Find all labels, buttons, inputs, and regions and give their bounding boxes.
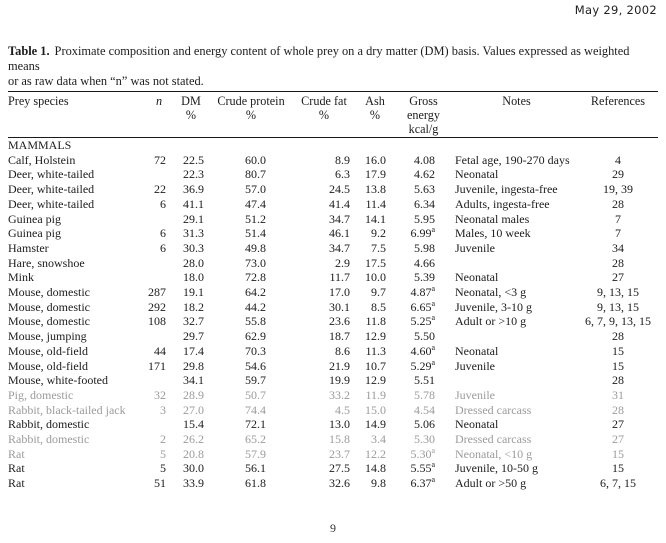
cell-gross-energy: 5.25$^a$ [410,314,435,329]
cell-dm: 29.7 [183,329,204,344]
cell-references: 28 [612,255,624,270]
cell-gross-energy: 5.98 [414,240,435,255]
cell-ash: 8.5 [371,299,386,314]
footnote-marker: a [431,299,435,308]
cell-crude-protein: 50.7 [245,387,266,402]
cell-prey-species: Rabbit, black-tailed jack [8,402,126,417]
cell-gross-energy: 5.95 [414,211,435,226]
cell-n: 22 [154,182,166,197]
cell-dm: 36.9 [183,182,204,197]
cell-ash: 11.3 [365,343,386,358]
cell-dm: 19.1 [183,285,204,300]
cell-gross-energy: 5.30 [414,432,435,447]
cell-notes: Fetal age, 190-270 days [455,152,570,167]
cell-crude-protein: 65.2 [245,432,266,447]
cell-gross-energy: 5.55$^a$ [410,461,435,476]
cell-prey-species: Calf, Holstein [8,152,76,167]
cell-references: 27 [612,432,624,447]
cell-n [148,329,170,344]
cell-dm: 30.3 [183,240,204,255]
table-row [8,359,658,374]
col-header-crude-protein: Crude protein % [212,92,290,138]
cell-crude-protein: 51.2 [245,211,266,226]
table-row [8,285,658,300]
cell-crude-protein: 60.0 [245,152,266,167]
cell-ash: 10.0 [365,270,386,285]
cell-n: 44 [154,343,166,358]
footnote-marker: a [431,461,435,470]
cell-n: 292 [148,299,166,314]
cell-crude-fat: 2.9 [335,255,350,270]
table-row [8,388,658,403]
cell-n: 6 [160,196,166,211]
cell-n: 287 [148,285,166,300]
col-header-prey-species: Prey species [8,92,148,138]
cell-gross-energy: 5.06 [414,417,435,432]
cell-crude-fat: 34.7 [329,211,350,226]
cell-notes: Dressed carcass [455,402,532,417]
cell-crude-protein: 55.8 [245,314,266,329]
cell-ash: 13.8 [365,182,386,197]
cell-dm: 20.8 [183,446,204,461]
cell-crude-fat: 8.6 [335,343,350,358]
cell-ash: 14.8 [365,461,386,476]
cell-references: 9, 13, 15 [597,285,639,300]
cell-gross-energy: 4.87$^a$ [410,285,435,300]
caption-label: Table 1. [8,44,50,58]
cell-crude-protein: 74.4 [245,402,266,417]
cell-dm: 18.2 [183,299,204,314]
cell-n [148,167,170,182]
cell-prey-species: Rat [8,446,25,461]
cell-crude-fat: 32.6 [329,476,350,491]
cell-n: 5 [160,461,166,476]
cell-prey-species: Guinea pig [8,226,61,241]
cell-crude-protein: 49.8 [245,240,266,255]
cell-crude-protein: 54.6 [245,358,266,373]
cell-crude-fat: 4.5 [335,402,350,417]
cell-ash: 3.4 [371,432,386,447]
cell-references: 31 [612,387,624,402]
cell-notes [455,329,578,344]
footnote-marker: a [431,343,435,352]
cell-n: 72 [154,152,166,167]
cell-crude-fat: 21.9 [329,358,350,373]
cell-references: 6, 7, 9, 13, 15 [585,314,651,329]
cell-crude-fat: 34.7 [329,240,350,255]
table-row [8,226,658,241]
table-row [8,403,658,418]
cell-gross-energy: 5.78 [414,387,435,402]
cell-prey-species: Guinea pig [8,211,61,226]
table-row [8,373,658,388]
cell-crude-protein: 57.9 [245,446,266,461]
cell-notes: Juvenile, 10-50 g [455,461,538,476]
caption-text-1: Proximate composition and energy content of whole prey on a dry matter (DM) basis. Values expressed as weighted means [8,44,630,73]
cell-crude-fat: 46.1 [329,226,350,241]
table-row [8,300,658,315]
cell-ash: 12.9 [365,373,386,388]
col-header-gross-energy: Gross energy kcal/g [392,92,455,138]
footnote-marker: a [431,314,435,323]
cell-references: 28 [612,373,624,388]
cell-dm: 17.4 [183,343,204,358]
cell-crude-fat: 17.0 [329,285,350,300]
cell-notes: Juvenile, ingesta-free [455,182,558,197]
cell-notes: Neonatal [455,270,499,285]
cell-n: 51 [154,476,166,491]
cell-prey-species: Rabbit, domestic [8,432,90,447]
cell-n: 108 [148,314,166,329]
footnote-marker: a [431,476,435,485]
cell-prey-species: Mouse, white-footed [8,373,108,388]
cell-prey-species: Hamster [8,240,49,255]
cell-prey-species: Mink [8,270,35,285]
cell-gross-energy: 5.39 [414,270,435,285]
cell-dm: 22.5 [183,152,204,167]
footnote-marker: a [431,285,435,294]
cell-gross-energy: 4.62 [414,167,435,182]
cell-gross-energy: 5.30$^a$ [410,446,435,461]
cell-crude-fat: 33.2 [329,387,350,402]
cell-notes [455,256,578,271]
page-number: 9 [330,521,336,535]
cell-ash: 11.4 [365,196,386,211]
cell-ash: 11.8 [365,314,386,329]
cell-notes: Adult or >50 g [455,476,527,491]
cell-ash: 14.9 [365,417,386,432]
cell-crude-protein: 72.8 [245,270,266,285]
cell-ash: 17.9 [365,167,386,182]
col-header-notes: Notes [455,92,578,138]
cell-references: 29 [612,167,624,182]
cell-dm: 28.0 [183,255,204,270]
cell-gross-energy: 6.34 [414,196,435,211]
section-label: MAMMALS [8,138,72,152]
cell-dm: 26.2 [183,432,204,447]
cell-crude-protein: 57.0 [245,182,266,197]
cell-ash: 9.8 [371,476,386,491]
cell-dm: 41.1 [183,196,204,211]
cell-crude-fat: 18.7 [329,329,350,344]
cell-prey-species: Deer, white-tailed [8,196,95,211]
cell-prey-species: Rabbit, domestic [8,417,90,432]
cell-notes: Neonatal, <10 g [455,446,533,461]
cell-n [148,270,170,285]
table-row [8,344,658,359]
cell-ash: 10.7 [365,358,386,373]
footnote-marker: a [431,358,435,367]
cell-prey-species: Mouse, domestic [8,314,90,329]
cell-crude-protein: 64.2 [245,285,266,300]
header-row [8,92,658,138]
cell-prey-species: Rat [8,476,25,491]
table-header [8,92,658,138]
table-row [8,270,658,285]
cell-references: 15 [612,461,624,476]
cell-ash: 9.2 [371,226,386,241]
cell-notes: Adults, ingesta-free [455,196,550,211]
cell-n: 6 [160,226,166,241]
cell-notes: Neonatal [455,417,499,432]
table-block [8,44,658,491]
cell-crude-protein: 47.4 [245,196,266,211]
cell-dm: 32.7 [183,314,204,329]
table-row [8,476,658,491]
cell-prey-species: Mouse, old-field [8,343,88,358]
caption-line-1 [8,44,658,74]
table-row [8,461,658,476]
cell-crude-fat: 30.1 [329,299,350,314]
table-body [8,138,658,491]
table-row [8,314,658,329]
table-row [8,212,658,227]
cell-crude-protein: 61.8 [245,476,266,491]
cell-crude-protein: 80.7 [245,167,266,182]
cell-n: 2 [160,432,166,447]
cell-prey-species: Deer, white-tailed [8,182,95,197]
cell-crude-fat: 8.9 [335,152,350,167]
cell-references: 27 [612,417,624,432]
cell-prey-species: Mouse, old-field [8,358,88,373]
cell-n: 171 [148,358,166,373]
cell-notes: Juvenile [455,358,495,373]
cell-n [148,417,170,432]
cell-gross-energy: 4.08 [414,152,435,167]
cell-notes: Juvenile, 3-10 g [455,299,532,314]
cell-ash: 15.0 [365,402,386,417]
cell-dm: 28.9 [183,387,204,402]
cell-n: 6 [160,240,166,255]
cell-references: 28 [612,196,624,211]
table-row [8,197,658,212]
cell-ash: 7.5 [371,240,386,255]
cell-gross-energy: 4.60$^a$ [410,343,435,358]
cell-notes: Neonatal, <3 g [455,285,527,300]
cell-crude-fat: 11.7 [329,270,350,285]
cell-references: 7 [615,211,621,226]
col-header-ash: Ash % [358,92,392,138]
cell-crude-fat: 24.5 [329,182,350,197]
cell-prey-species: Mouse, jumping [8,329,87,344]
cell-crude-fat: 13.0 [329,417,350,432]
cell-crude-protein: 73.0 [245,255,266,270]
cell-notes: Neonatal [455,343,499,358]
cell-prey-species: Hare, snowshoe [8,255,85,270]
cell-references: 4 [615,152,621,167]
cell-references: 6, 7, 15 [600,476,636,491]
cell-prey-species: Rat [8,461,25,476]
cell-notes: Neonatal [455,167,499,182]
cell-dm: 18.0 [183,270,204,285]
cell-crude-protein: 56.1 [245,461,266,476]
cell-gross-energy: 5.63 [414,182,435,197]
cell-references: 15 [612,358,624,373]
cell-prey-species: Mouse, domestic [8,285,90,300]
cell-dm: 30.0 [183,461,204,476]
cell-n [148,256,170,271]
cell-n [148,373,170,388]
cell-references: 7 [615,226,621,241]
section-header-row [8,138,658,153]
table-row [8,417,658,432]
cell-gross-energy: 6.65$^a$ [410,299,435,314]
cell-notes: Males, 10 week [455,226,531,241]
cell-notes: Juvenile [455,387,495,402]
table-row [8,329,658,344]
cell-crude-fat: 27.5 [329,461,350,476]
cell-ash: 12.9 [365,329,386,344]
footnote-marker: a [431,226,435,235]
table-row [8,447,658,462]
cell-crude-protein: 51.4 [245,226,266,241]
cell-ash: 12.2 [365,446,386,461]
cell-dm: 22.3 [183,167,204,182]
cell-crude-fat: 15.8 [329,432,350,447]
table-caption [8,44,658,89]
cell-crude-protein: 62.9 [245,329,266,344]
cell-notes: Dressed carcass [455,432,532,447]
col-header-crude-fat: Crude fat % [290,92,358,138]
cell-notes [455,373,578,388]
cell-crude-fat: 23.6 [329,314,350,329]
cell-gross-energy: 6.99$^a$ [410,226,435,241]
cell-n: 32 [154,387,166,402]
cell-dm: 27.0 [183,402,204,417]
cell-dm: 31.3 [183,226,204,241]
cell-references: 27 [612,270,624,285]
cell-crude-fat: 19.9 [329,373,350,388]
caption-line-2: or as raw data when “n” was not stated. [8,74,204,88]
cell-gross-energy: 4.66 [414,255,435,270]
col-header-dm: DM % [170,92,212,138]
cell-gross-energy: 5.51 [414,373,435,388]
cell-n: 5 [160,446,166,461]
cell-references: 9, 13, 15 [597,299,639,314]
cell-ash: 11.9 [365,387,386,402]
cell-n: 3 [160,402,166,417]
cell-references: 19, 39 [603,182,633,197]
cell-notes: Juvenile [455,240,495,255]
cell-crude-fat: 23.7 [329,446,350,461]
cell-ash: 16.0 [365,152,386,167]
cell-crude-fat: 6.3 [335,167,350,182]
cell-prey-species: Pig, domestic [8,387,74,402]
cell-references: 15 [612,343,624,358]
cell-dm: 29.8 [183,358,204,373]
table-row [8,256,658,271]
cell-gross-energy: 4.54 [414,402,435,417]
table-row [8,432,658,447]
cell-ash: 9.7 [371,285,386,300]
cell-ash: 14.1 [365,211,386,226]
cell-references: 15 [612,446,624,461]
cell-crude-protein: 72.1 [245,417,266,432]
cell-crude-protein: 59.7 [245,373,266,388]
table-row [8,167,658,182]
prey-composition-table [8,91,658,491]
cell-references: 34 [612,240,624,255]
cell-prey-species: Mouse, domestic [8,299,90,314]
cell-crude-protein: 70.3 [245,343,266,358]
cell-dm: 33.9 [183,476,204,491]
footnote-marker: a [431,446,435,455]
date-header: May 29, 2002 [574,3,657,17]
cell-crude-protein: 44.2 [245,299,266,314]
col-header-references: References [578,92,658,138]
cell-dm: 34.1 [183,373,204,388]
cell-dm: 29.1 [183,211,204,226]
col-header-n: n [148,92,170,138]
cell-dm: 15.4 [183,417,204,432]
cell-references: 28 [612,402,624,417]
table-row [8,241,658,256]
table-row [8,182,658,197]
table-row [8,153,658,168]
cell-references: 28 [612,329,624,344]
cell-gross-energy: 6.37$^a$ [410,476,435,491]
cell-prey-species: Deer, white-tailed [8,167,95,182]
cell-gross-energy: 5.29$^a$ [410,358,435,373]
cell-n [148,212,170,227]
cell-crude-fat: 41.4 [329,196,350,211]
cell-notes: Neonatal males [455,211,530,226]
cell-gross-energy: 5.50 [414,329,435,344]
cell-ash: 17.5 [365,255,386,270]
cell-notes: Adult or >10 g [455,314,527,329]
